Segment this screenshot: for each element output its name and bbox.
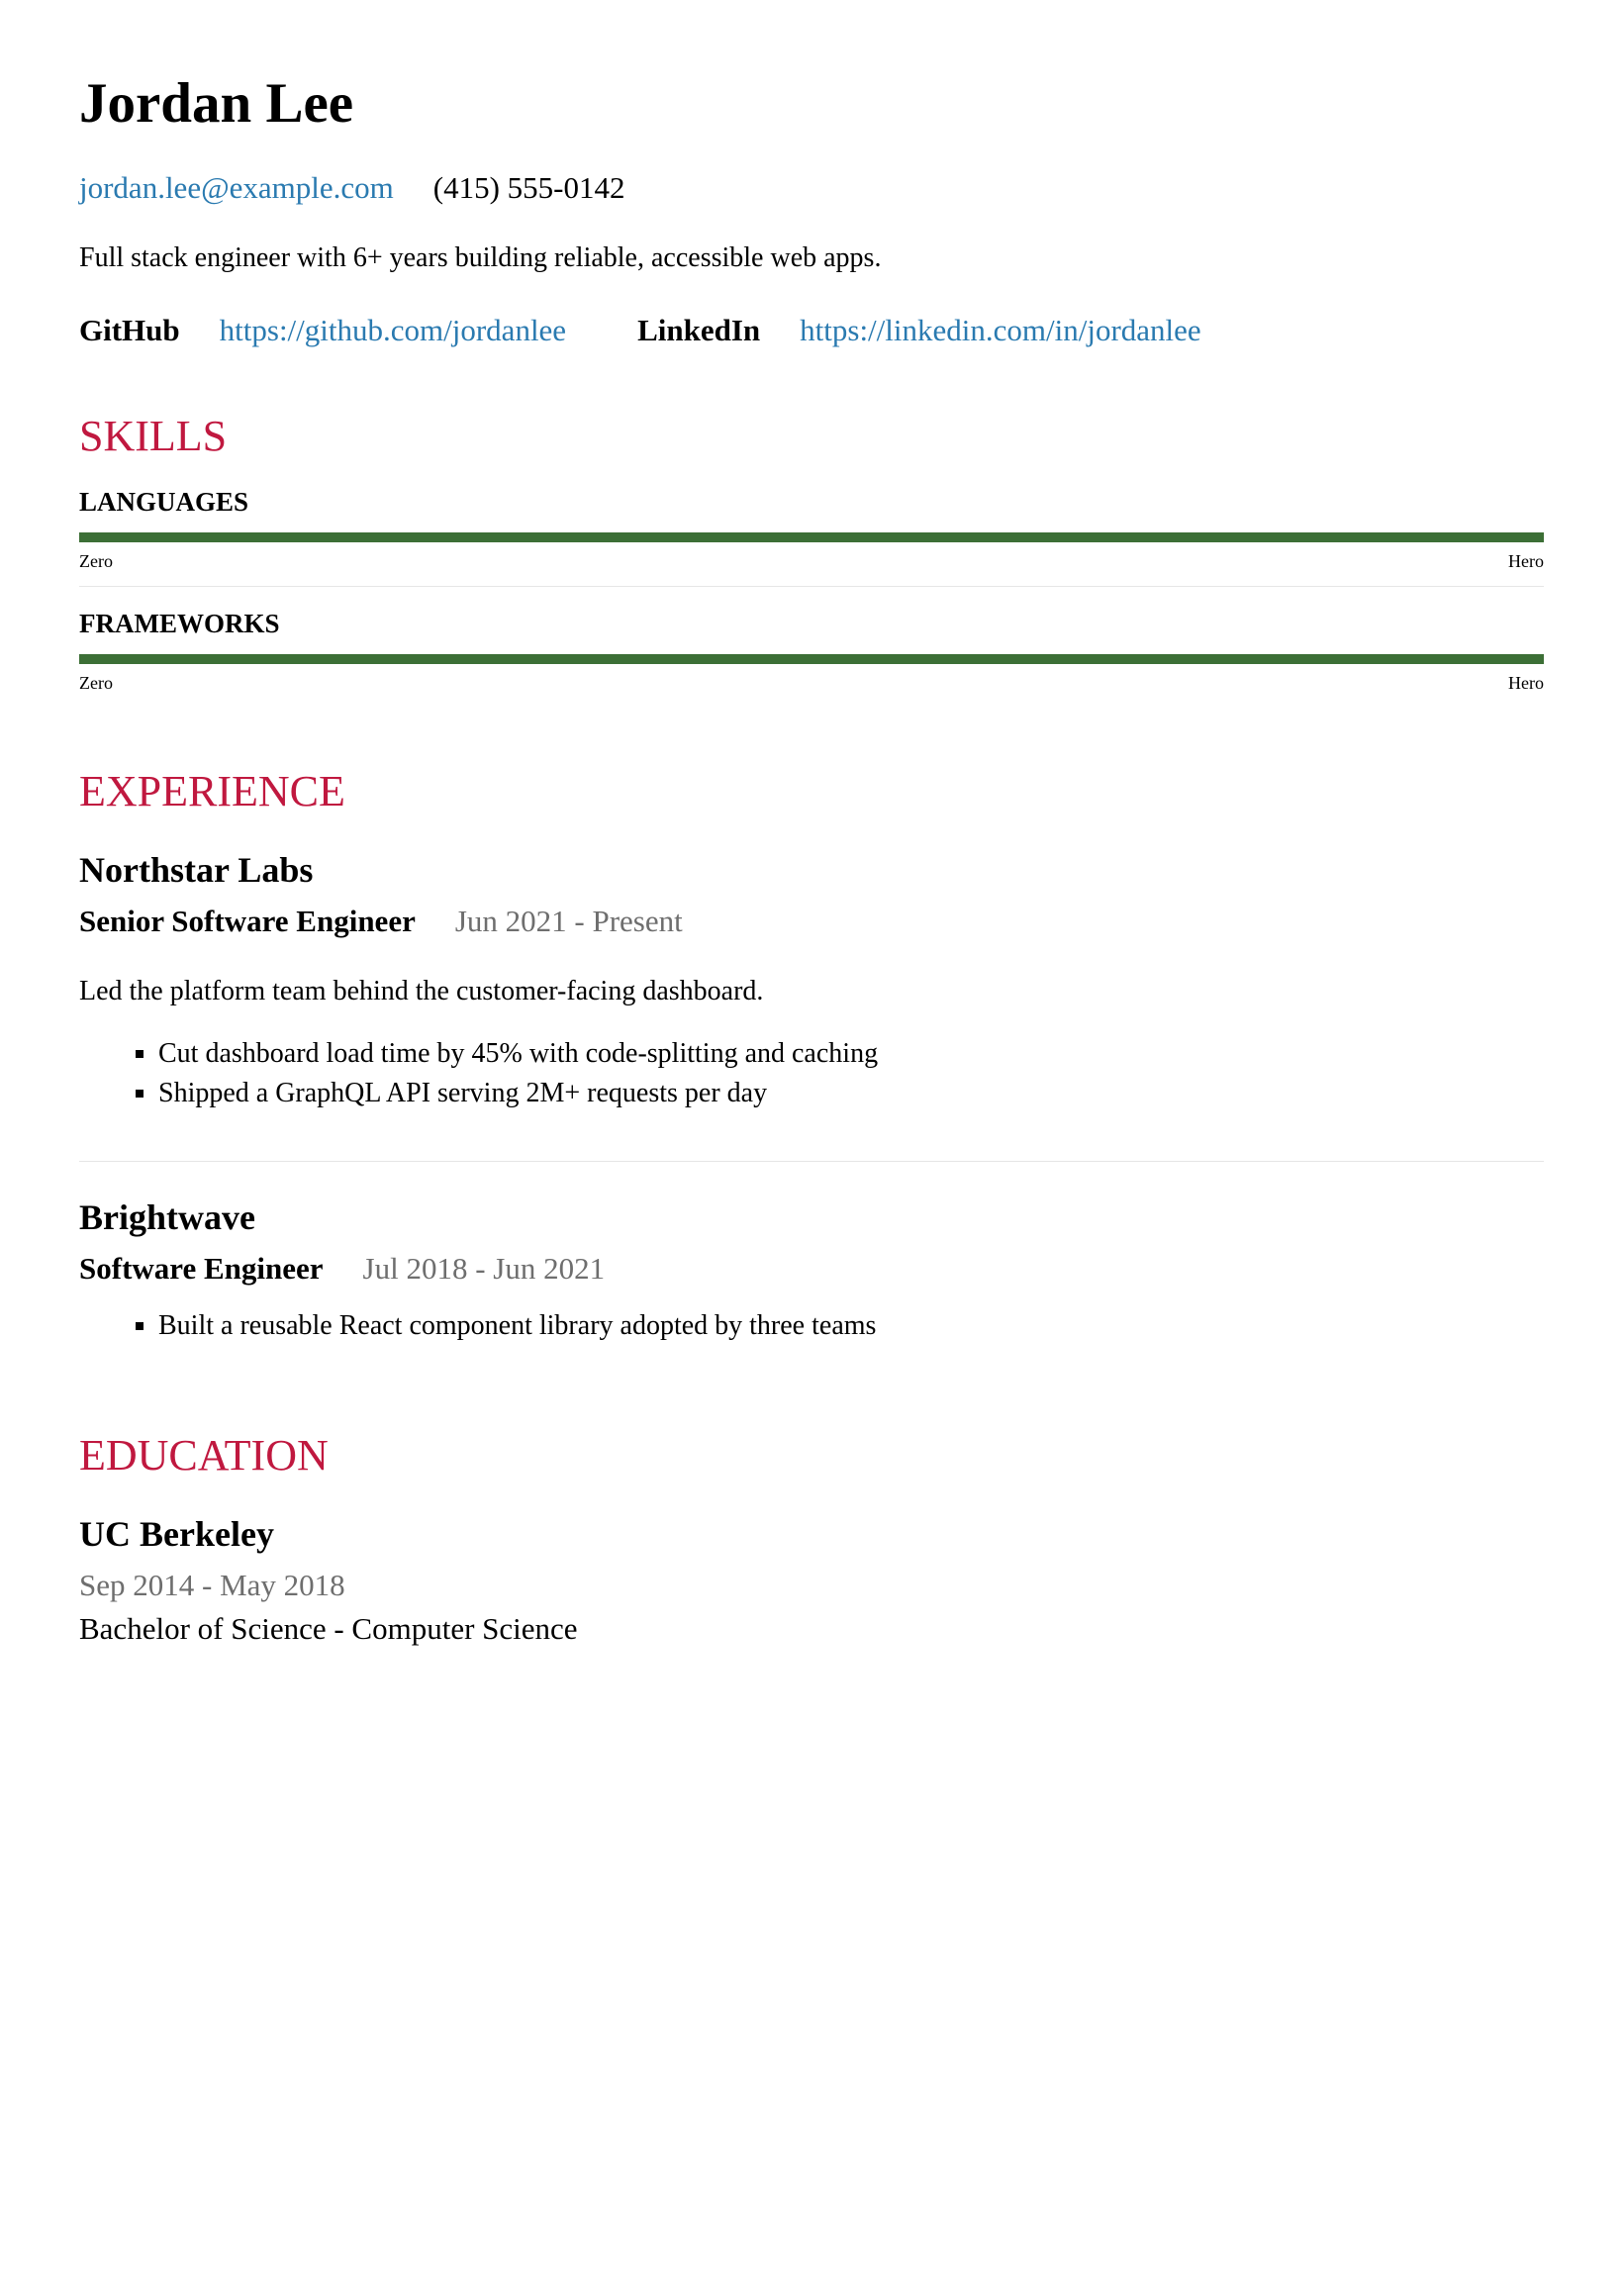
institution-name: UC Berkeley xyxy=(79,1514,274,1554)
skill-scale-min: Zero xyxy=(79,551,113,571)
job-position: Software Engineer xyxy=(79,1251,324,1286)
skill-frameworks xyxy=(79,586,1544,694)
profile-network-label: GitHub xyxy=(79,313,180,347)
phone-number: (415) 555-0142 xyxy=(432,170,625,205)
profile-linkedin xyxy=(637,313,1201,348)
skill-languages xyxy=(79,487,1544,572)
job-highlights xyxy=(79,1306,1544,1346)
highlight-item: ▪ Shipped a GraphQL API serving 2M+ requests per day xyxy=(158,1074,1544,1113)
skills-section-title: SKILLS xyxy=(79,412,228,460)
skill-scale xyxy=(79,550,1544,572)
candidate-name: Jordan Lee xyxy=(79,72,354,135)
education-section-title: EDUCATION xyxy=(79,1431,329,1480)
job-entry xyxy=(79,1161,1544,1346)
linkedin-link[interactable]: https://linkedin.com/in/jordanlee xyxy=(800,313,1201,347)
skill-scale xyxy=(79,672,1544,694)
skill-name: LANGUAGES xyxy=(79,487,249,517)
job-dates: Jun 2021 - Present xyxy=(454,904,683,938)
job-position: Senior Software Engineer xyxy=(79,904,416,938)
job-entry xyxy=(79,850,1544,1137)
skill-level-bar xyxy=(79,654,1544,664)
role-row xyxy=(79,904,1544,939)
education-dates: Sep 2014 - May 2018 xyxy=(79,1568,345,1602)
profile-network-label: LinkedIn xyxy=(637,313,761,347)
highlight-item: ▪ Built a reusable React component library adopted by three teams xyxy=(158,1306,1544,1346)
company-name: Northstar Labs xyxy=(79,850,314,890)
skill-level-fill xyxy=(79,532,1544,542)
github-link[interactable]: https://github.com/jordanlee xyxy=(219,313,567,347)
skill-level-bar xyxy=(79,532,1544,542)
role-row xyxy=(79,1251,1544,1287)
profile-summary: Full stack engineer with 6+ years building reliable, accessible web apps. xyxy=(79,242,882,273)
contact-row xyxy=(79,170,1544,206)
skill-scale-max: Hero xyxy=(1508,673,1544,693)
skill-level-fill xyxy=(79,654,1544,664)
job-spacer xyxy=(79,1113,1544,1137)
skill-scale-max: Hero xyxy=(1508,551,1544,571)
profiles-row xyxy=(79,313,1544,348)
job-dates: Jul 2018 - Jun 2021 xyxy=(362,1251,606,1286)
email-link[interactable]: jordan.lee@example.com xyxy=(79,170,394,205)
company-name: Brightwave xyxy=(79,1197,255,1237)
profile-github xyxy=(79,313,566,348)
job-summary: Led the platform team behind the customer-facing dashboard. xyxy=(79,976,764,1006)
education-degree: Bachelor of Science - Computer Science xyxy=(79,1611,578,1646)
skill-scale-min: Zero xyxy=(79,673,113,693)
job-highlights xyxy=(79,1034,1544,1113)
experience-section-title: EXPERIENCE xyxy=(79,767,345,815)
highlight-item: ▪ Cut dashboard load time by 45% with code-splitting and caching xyxy=(158,1034,1544,1074)
skill-name: FRAMEWORKS xyxy=(79,609,280,638)
